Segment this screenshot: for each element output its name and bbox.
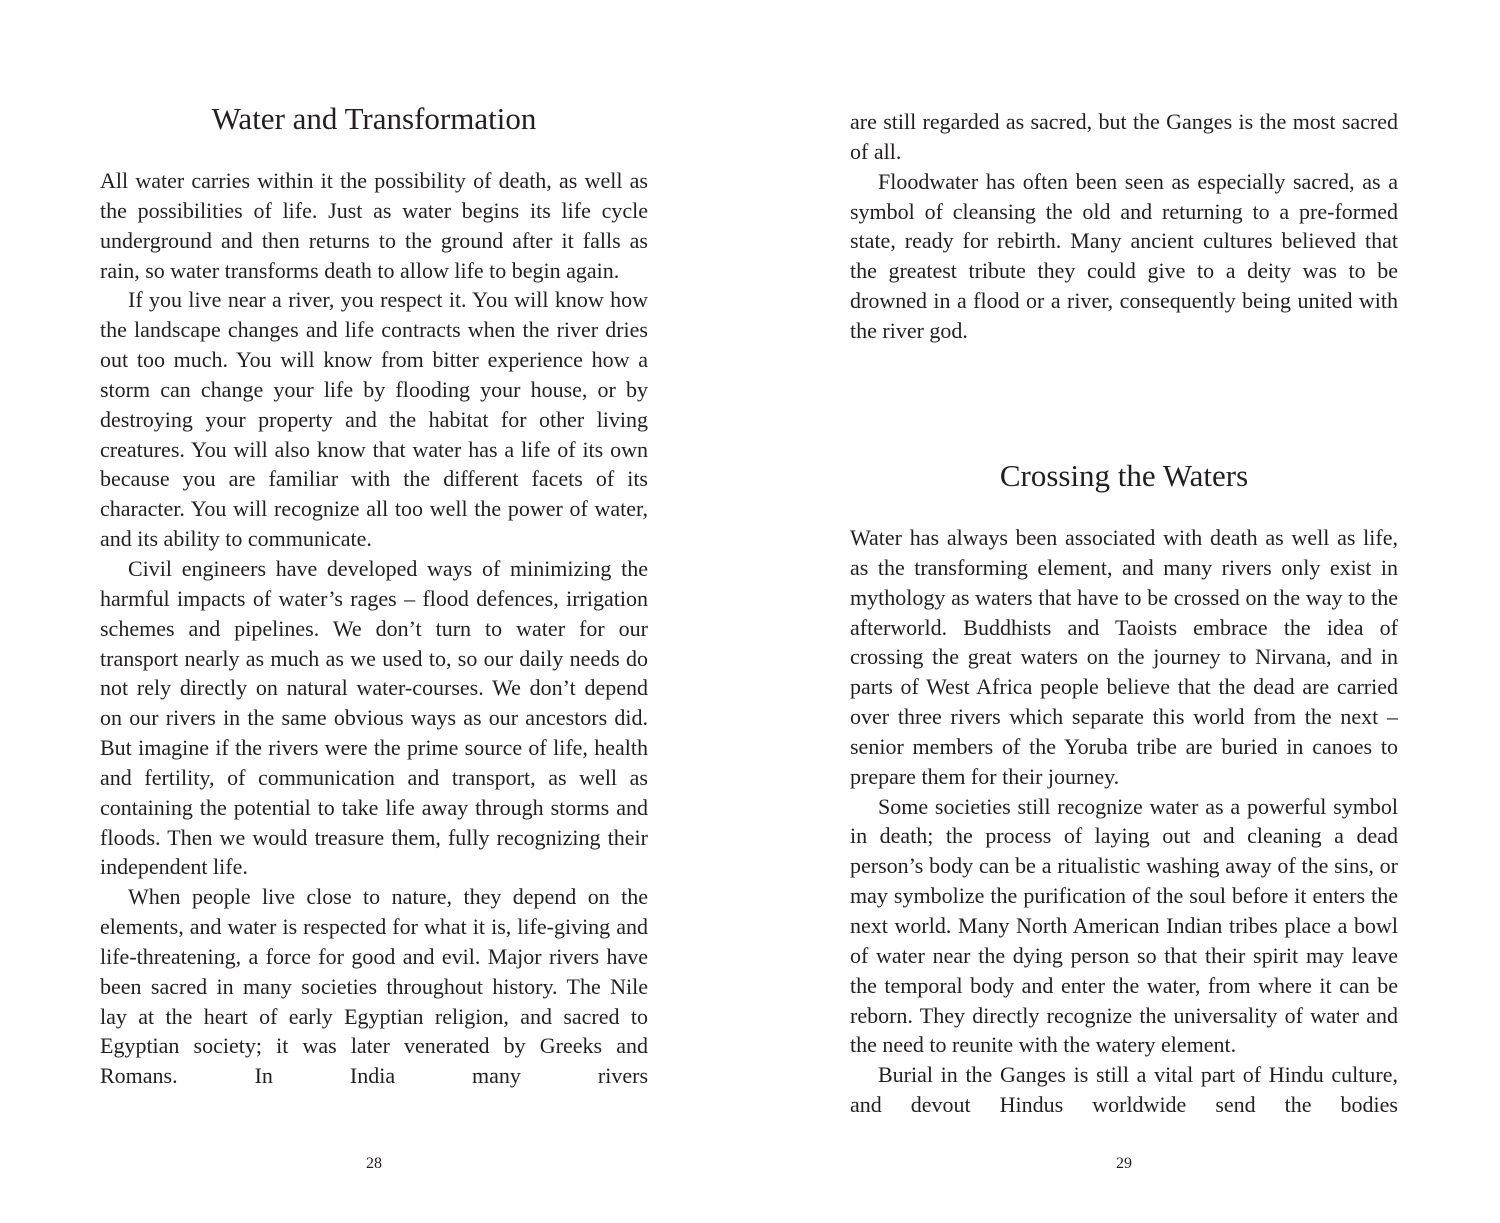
chapter-heading-water-and-transformation: Water and Transformation <box>211 101 537 136</box>
left-page-body <box>100 166 648 1091</box>
paragraph: Water has always been associated with death as well as life, as the transforming element, and many rivers only exist in mythology as waters that have to be crossed on the way to the afterworld. Buddhists and Taoists embrace the idea of crossing the great waters on the journey to Nirvana, and in parts of West Africa people believe that the dead are carried over three rivers which separate this world from the next – senior members of the Yoruba tribe are buried in canoes to prepare them for their journey. <box>850 525 1398 789</box>
paragraph: If you live near a river, you respect it. You will know how the landscape changes and life contracts when the river dries out too much. You will know from bitter experience how a storm can change your life by flooding your house, or by destroying your property and the habitat for other living creatures. You will also know that water has a life of its own because you are familiar with the different facets of its character. You will recognize all too well the power of water, and its ability to communicate. <box>100 287 648 552</box>
right-page-body <box>850 523 1398 1120</box>
right-page-continued-body <box>850 107 1398 346</box>
page-number: 29 <box>1116 1155 1132 1172</box>
right-page <box>850 0 1398 1223</box>
paragraph: are still regarded as sacred, but the Ganges is the most sacred of all. <box>850 109 1398 164</box>
paragraph: Civil engineers have developed ways of minimizing the harmful impacts of water’s rages – flood defences, irrigation schemes and pipelines. We don’t turn to water for our transport nearly as much as we used to, so our daily needs do not rely directly on natural water-courses. We don’t depend on our rivers in the same obvious ways as our ancestors did. But imagine if the rivers were the prime source of life, health and fertility, of communication and transport, as well as containing the potential to take life away through storms and floods. Then we would treasure them, fully recognizing their independent life. <box>100 555 648 880</box>
paragraph: Some societies still recognize water as a powerful symbol in death; the process of laying out and cleaning a dead person’s body can be a ritualistic washing away of the sins, or may symbolize the purification of the soul before it enters the next world. Many North American Indian tribes place a bowl of water near the dying person so that their spirit may leave the temporal body and enter the water, from where it can be reborn. They directly recognize the universality of water and the need to reunite with the watery element. <box>850 793 1398 1058</box>
left-page <box>100 0 648 1223</box>
page-number: 28 <box>366 1155 382 1172</box>
paragraph: Floodwater has often been seen as especially sacred, as a symbol of cleansing the old and returning to a pre-formed state, ready for rebirth. Many ancient cultures believed that the greatest tribute they could give to a deity was to be drowned in a flood or a river, consequently being united with the river god. <box>850 168 1398 343</box>
paragraph: All water carries within it the possibility of death, as well as the possibilities of life. Just as water begins its life cycle underground and then returns to the ground after it falls as rain, so water transforms death to allow life to begin again. <box>100 168 648 283</box>
chapter-heading-crossing-the-waters: Crossing the Waters <box>999 458 1249 493</box>
paragraph: When people live close to nature, they depend on the elements, and water is respected for what it is, life-giving and life-threatening, a force for good and evil. Major rivers have been sacred in many societies throughout history. The Nile lay at the heart of early Egyptian religion, and sacred to Egyptian society; it was later venerated by Greeks and Romans. In India many rivers <box>100 884 648 1089</box>
paragraph: Burial in the Ganges is still a vital part of Hindu culture, and devout Hindus worldwide send the bodies <box>850 1062 1398 1118</box>
